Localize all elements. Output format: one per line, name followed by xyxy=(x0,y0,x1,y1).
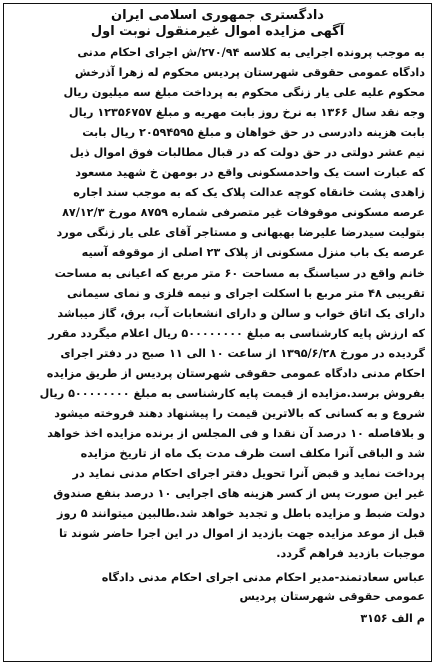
notice-line: که عبارت است یک واحدمسکونی واقع در بومهن خ شهید مسعود xyxy=(75,166,425,180)
notice-line: غیر این صورت پس از کسر هزینه های اجرایی ۱۰ درصد بنفع صندوق xyxy=(53,487,425,501)
notice-line: خانم واقع در سیاسنگ به مساحت ۶۰ متر مربع که اعیانی به مساحت xyxy=(54,266,425,280)
notice-title: دادگستری جمهوری اسلامی ایران xyxy=(111,8,324,23)
notice-body xyxy=(4,43,431,564)
signature-block xyxy=(4,564,431,606)
notice-line: عرصه مسکونی موقوفات غیر متصرفی شماره ۸۷۵۹ مورخ ۸۷/۱۲/۳ xyxy=(62,206,425,220)
reference-number: م الف ۳۱۵۶ xyxy=(360,612,425,626)
notice-line: بتولیت سیدرضا علیرضا بهبهانی و مستاجر آقای علی یار زنگی مورد xyxy=(56,226,425,240)
notice-line: دادگاه عمومی حقوقی شهرستان پردیس محکوم له زهرا آذرخش xyxy=(74,66,425,80)
signature-line: عمومی حقوقی شهرستان پردیس xyxy=(239,590,425,604)
notice-line: قبل از موعد مزایده جهت بازدید از اموال در این اجرا حاضر شوند تا xyxy=(58,527,425,541)
notice-line: بابت هزینه دادرسی در حق خواهان و مبلغ ۲۰۵۹۴۵۹۵ ریال بابت xyxy=(82,126,425,140)
notice-line: موجبات بازدید فراهم گردد. xyxy=(276,547,425,561)
notice-line: نیم عشر دولتی در حق دولت که در قبال مطالبات فوق اموال ذیل xyxy=(69,146,425,160)
notice-line: و بلافاصله ۱۰ درصد آن نقدا و فی المجلس از برنده مزایده اخذ خواهد xyxy=(47,426,425,440)
notice-line: شروع و به کسانی که بالاترین قیمت را پیشنهاد دهند فروخته میشود xyxy=(54,406,425,420)
notice-line: عرصه یک باب منزل مسکونی از پلاک ۲۳ اصلی از موقوفه آسیه xyxy=(81,246,425,260)
notice-line: تقریبی ۴۸ متر مربع با اسکلت اجرای و نیمه فلزی و نمای سیمانی xyxy=(66,286,425,300)
notice-line: شد و الباقی آنرا مکلف است ظرف مدت یک ماه از تاریخ مزایده xyxy=(80,446,425,460)
auction-notice xyxy=(3,3,432,662)
notice-line: دولت ضبط و مزایده باطل و تجدید خواهد شد.طالبین میتوانند ۵ روز xyxy=(57,507,425,521)
notice-line: گردیده در مورخ ۱۳۹۵/۶/۲۸ از ساعت ۱۰ الی ۱۱ صبح در دفتر اجرای xyxy=(60,346,425,360)
notice-line: پرداخت نماید و قبض آنرا تحویل دفتر اجرای احکام مدنی نماید در xyxy=(72,466,425,480)
signature-line: عباس سعادتمند-مدیر احکام مدنی اجرای احکام مدنی دادگاه xyxy=(101,571,425,585)
notice-line: بفروش برسد.مزایده از قیمت پایه کارشناسی به مبلغ ۵۰۰۰۰۰۰۰۰ ریال xyxy=(39,386,425,400)
notice-line: به موجب پرونده اجرایی به کلاسه ۲۷۰/۹۴/ش اجرای احکام مدنی xyxy=(77,46,425,59)
notice-line: محکوم علیه علی یار زنگی محکوم به پرداخت مبلغ سه میلیون ریال xyxy=(63,86,425,100)
notice-line: احکام مدنی دادگاه عمومی حقوقی شهرستان پردیس از طریق مزایده xyxy=(46,366,425,380)
notice-line: دارای یک اتاق خواب و سالن و دارای انشعابات آب، برق، گاز میباشد xyxy=(57,306,425,320)
notice-line: وجه نقد سال ۱۳۶۶ به نرخ روز بابت مهریه و مبلغ ۱۲۳۵۶۷۵۷ ریال xyxy=(68,106,425,120)
notice-line: زاهدی پشت خانقاه کوچه عدالت پلاک یک که به موجب سند اجاره xyxy=(73,186,425,200)
notice-line: که ارزش پایه کارشناسی به مبلغ ۵۰۰۰۰۰۰۰۰ ریال اعلام میگردد مقرر xyxy=(48,326,425,340)
notice-subtitle: آگهی مزایده اموال غیرمنقول نوبت اول xyxy=(90,24,345,39)
